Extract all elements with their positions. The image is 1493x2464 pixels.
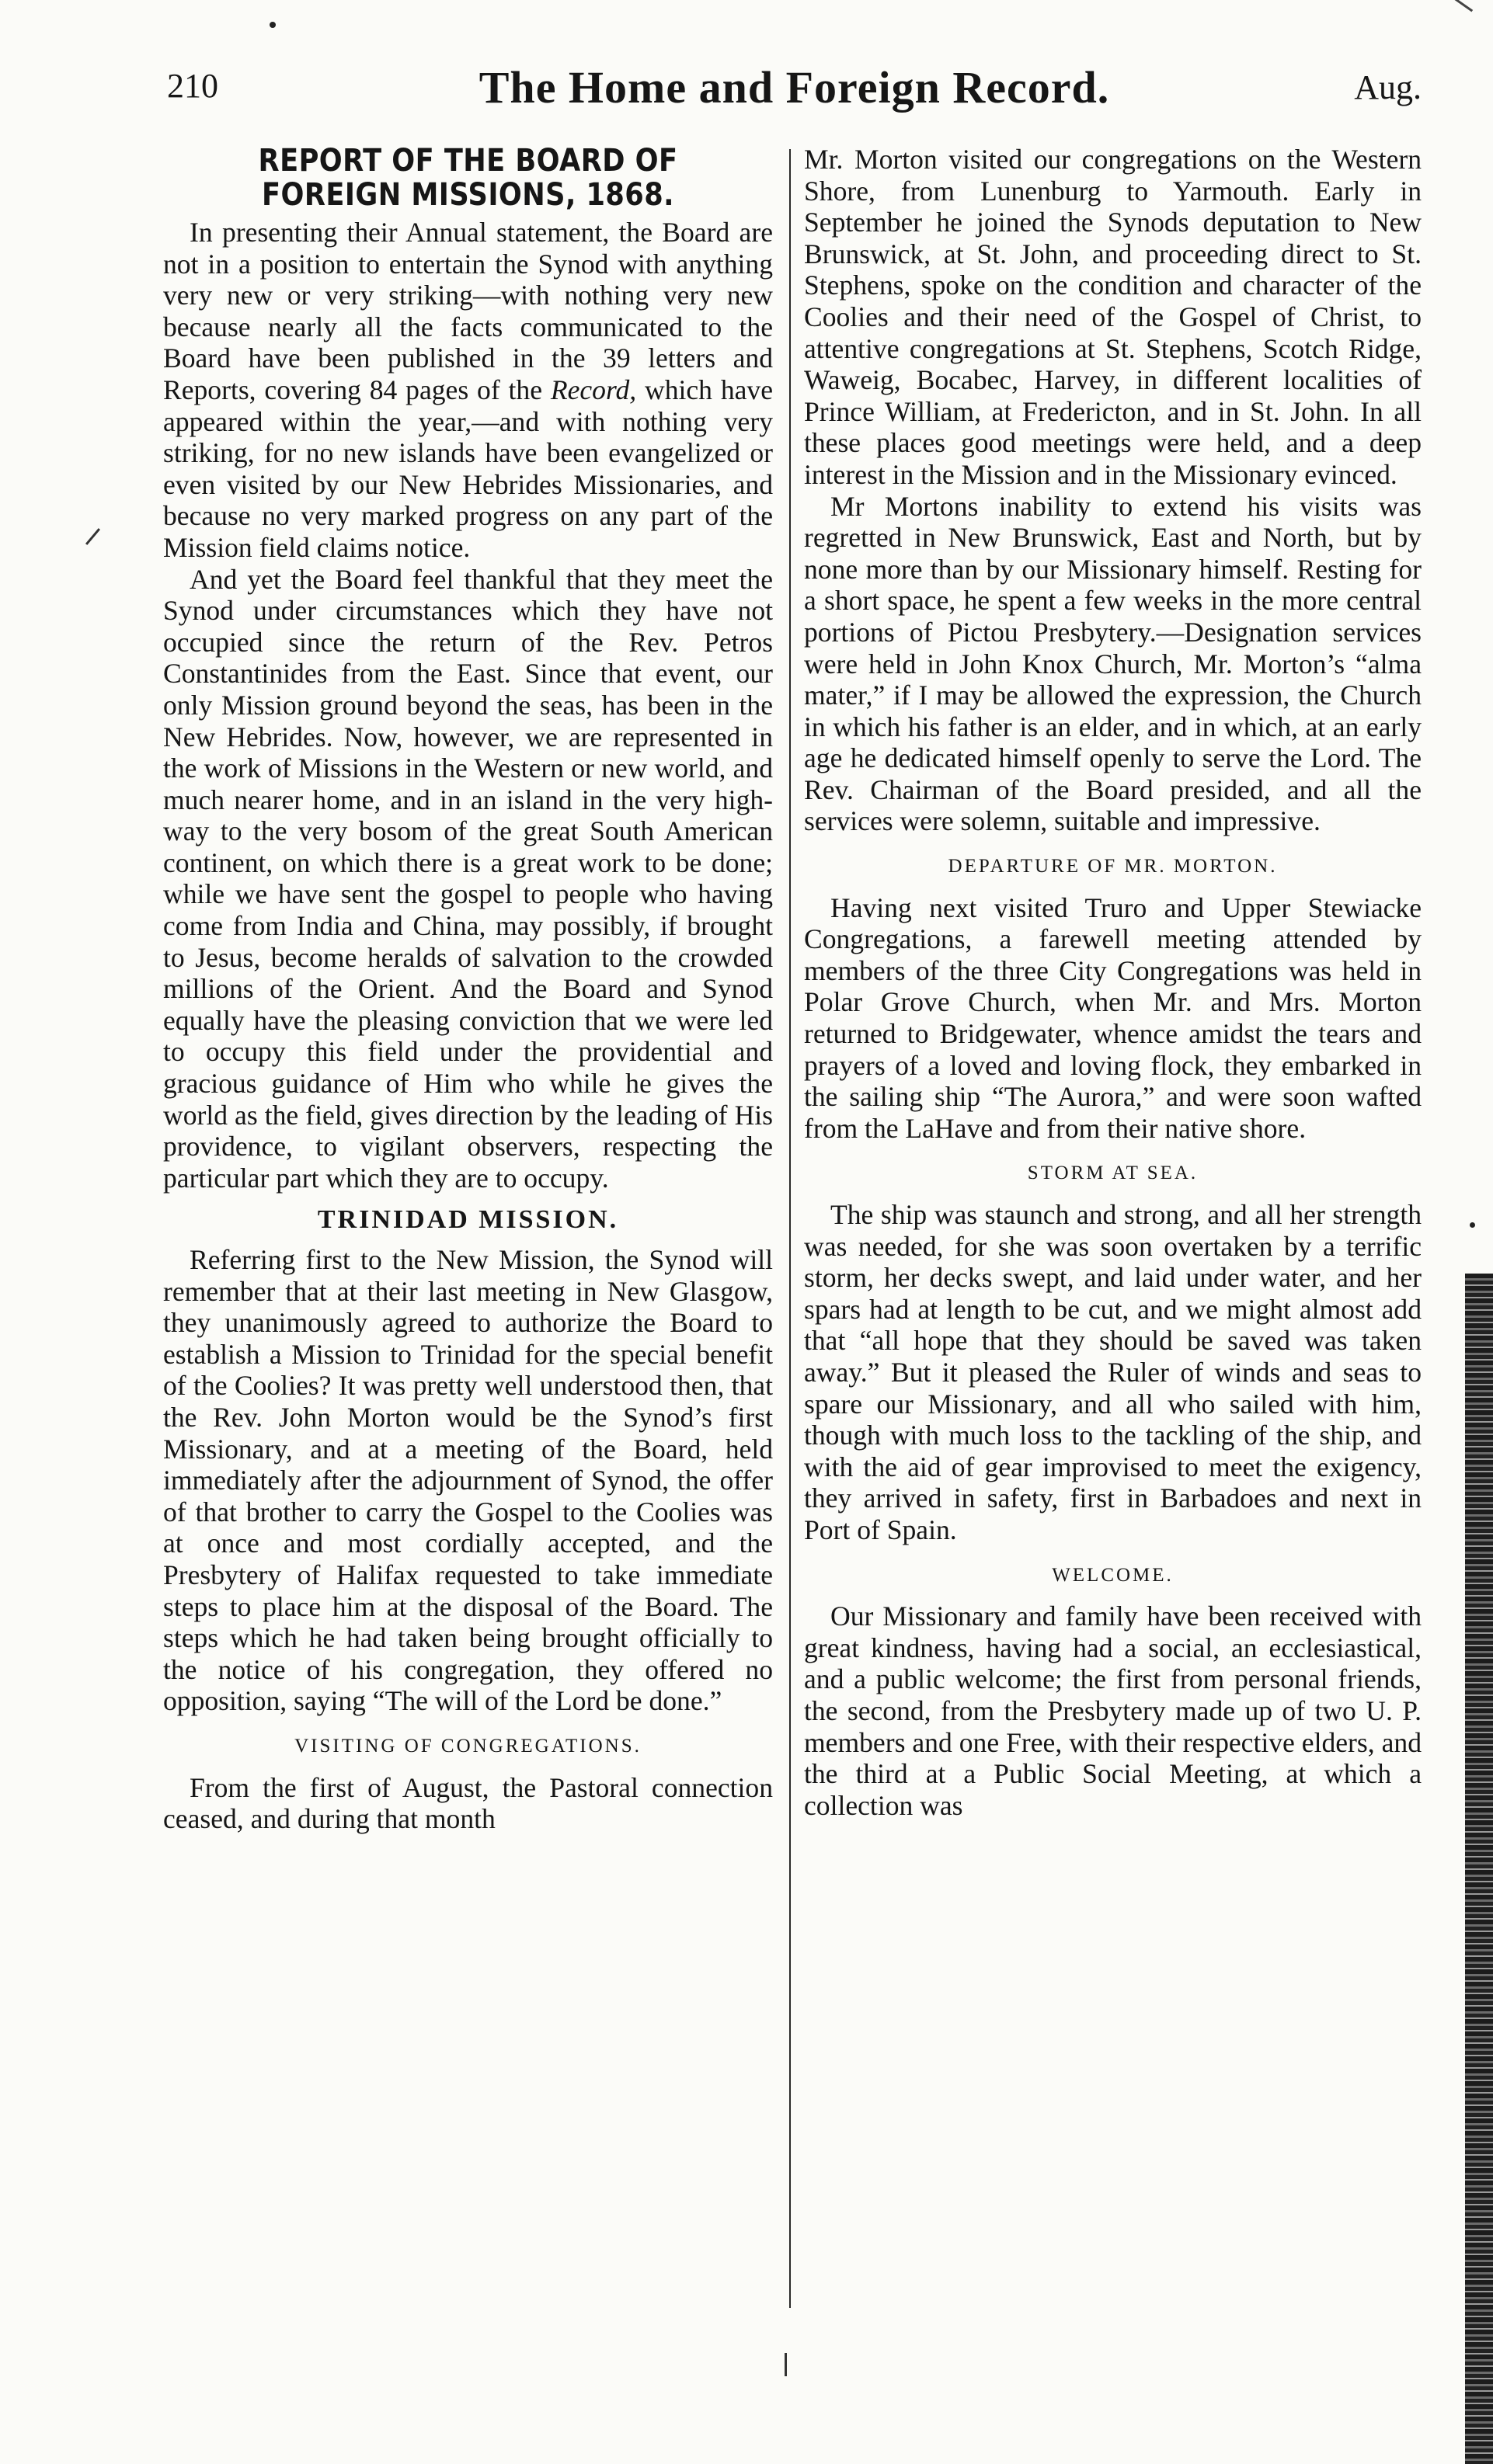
record-italic: Record, <box>550 374 637 405</box>
heading-welcome: WELCOME. <box>1052 1564 1174 1586</box>
corner-mark <box>1453 0 1473 12</box>
issue-month: Aug. <box>1354 68 1422 106</box>
margin-dot <box>1470 1222 1475 1228</box>
heading-departure: DEPARTURE OF MR. MORTON. <box>948 856 1278 878</box>
paragraph-trinidad: Referring first to the New Mission, the Synod will remember that at their last meeting in New Glasgow, they unanimously agreed to authorize the Board to establish a Mission to Trinidad for the special benefit of the Coolies? It was pretty well understood then, that the Rev. John Morton would be the Synod’s first Missionary, and at a meeting of the Board, held immediately after the adjournment of Synod, the offer of that brother to carry the Gospel to the Coolies was at once and most cordially accepted, and the Presbytery of Halifax requested to take immediate steps to place him at the disposal of the Board. The steps which he had taken being brought officially to the notice of his congregation, they offered no opposition, saying “The will of the Lord be done.” <box>163 1244 773 1717</box>
gutter-mark <box>785 2353 787 2376</box>
paragraph-thankful: And yet the Board feel thankful that they meet the Synod under circumstances which they have not occupied since the return of the Rev. Petros Constantinides from the East. Since that event, our only Mission ground beyond the seas, has been in the New Hebrides. Now, however, we are represented in the work of Missions in the Western or new world, and much nearer home, and in an island in the very high-way to the very bosom of the great South American continent, on which there is a great work to be done; while we have sent the gospel to people who having come from India and China, may possibly, if brought to Jesus, become heralds of salvation to the crowded millions of the Orient. And the Board and Synod equally have the pleasing conviction that we were led to occupy this field under the providential and gracious guidance of Him who while he gives the world as the field, gives direction by the leading of His providence, to vigilant observers, respecting the particular part which they are to occupy. <box>163 563 773 1194</box>
ink-dot <box>270 22 276 28</box>
page-edge-shadow <box>1465 1274 1493 2464</box>
paragraph-intro: In presenting their Annual statement, the Board are not in a position to entertain the Synod with anything very new or very striking—with nothing very new because nearly all the facts communicated to the Board have been published in the 39 letters and Reports, covering 84 pages of the Record, which have appeared within the year,—and with nothing very striking, for no new islands have been evangelized or even visited by our New Hebrides Missionaries, and because no very marked progress on any part of the Mission field claims notice. <box>163 217 773 563</box>
paragraph-departure: Having next visited Truro and Upper Stewiacke Congregations, a farewell meeting attended by members of the three City Congregations was held in Polar Grove Church, when Mr. and Mrs. Morton returned to Bridgewater, whence amidst the tears and prayers of a loved and loving flock, they embarked in the sailing ship “The Aurora,” and were soon wafted from the LaHave and from their native shore. <box>804 891 1422 1144</box>
paragraph-storm: The ship was staunch and strong, and all her strength was needed, for she was soon overtaken by a terrific storm, her decks swept, and laid under water, and her spars had at length to be cut, and we might almost add that “all hope that they should be saved was taken away.” But it pleased the Ruler of winds and seas to spare our Missionary, and all who sailed with him, though with much loss to the tackling of the ship, and with the aid of gear improvised to meet the exigency, they arrived in safety, first in Barbadoes and next in Port of Spain. <box>804 1199 1422 1545</box>
paragraph-visiting-start: From the first of August, the Pastoral connection ceased, and during that month <box>163 1771 773 1835</box>
heading-storm-at-sea: STORM AT SEA. <box>1027 1162 1199 1184</box>
left-column <box>163 144 773 1835</box>
paragraph-welcome: Our Missionary and family have been received with great kindness, having had a social, an ecclesiastical, and a public welcome; the first from personal friends, the second, from the Presbytery made up of two U. P. members and one Free, with their respective elders, and the third at a Public Social Meeting, at which a collection was <box>804 1600 1422 1821</box>
page-number: 210 <box>167 67 218 105</box>
paragraph-visiting-continued: Mr. Morton visited our congregations on the Western Shore, from Lunenburg to Yarmouth. Early in September he joined the Synods deputation to New Brunswick, at St. John, and proceeding direct to St. Stephens, spoke on the condition and character of the Coolies and their need of the Gospel of Christ, to attentive congregations at St. Stephens, Scotch Ridge, Waweig, Bocabec, Harvey, in different localities of Prince William, at Fredericton, and in St. John. In all these places good meetings were held, and a deep interest in the Mission and in the Missionary evinced. <box>804 144 1422 490</box>
column-divider <box>789 149 791 2308</box>
running-header <box>167 62 1422 128</box>
journal-title: The Home and Foreign Record. <box>479 62 1110 113</box>
heading-visiting-congregations: VISITING OF CONGREGATIONS. <box>294 1735 642 1757</box>
article-title: REPORT OF THE BOARD OF FOREIGN MISSIONS, 1868. <box>258 143 678 213</box>
right-column <box>804 144 1422 1821</box>
paragraph-morton-inability: Mr Mortons inability to extend his visits was regretted in New Brunswick, East and North, but by none more than by our Missionary himself. Resting for a short space, he spent a few weeks in the more central portions of Pictou Presbytery.—Designation services were held in John Knox Church, Mr. Morton’s “alma mater,” if I may be allowed the expression, the Church in which his father is an elder, and in which, at an early age he dedicated himself openly to serve the Lord. The Rev. Chairman of the Board presided, and all the services were solemn, suitable and impressive. <box>804 490 1422 837</box>
margin-tick-mark <box>85 528 100 545</box>
heading-trinidad-mission: TRINIDAD MISSION. <box>317 1205 619 1235</box>
